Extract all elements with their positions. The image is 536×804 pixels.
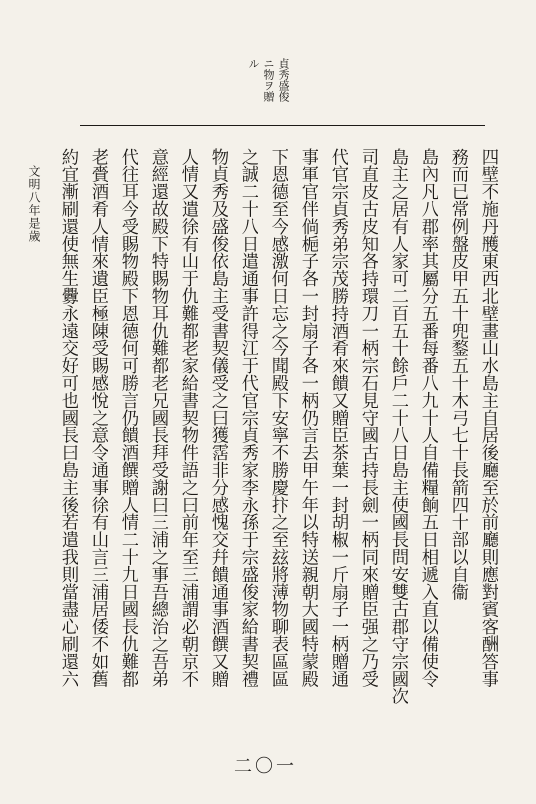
margin-note-line: 貞秀盛俊 [277, 58, 290, 102]
page-number: 二〇一 [234, 756, 297, 777]
text-column: 司直皮古皮知各持環刀一柄宗石見守國古持長劍一柄同來贈臣强之乃受 [358, 148, 378, 688]
margin-note-line: ニ物ヲ贈 [262, 58, 275, 102]
text-column: 四壁不施丹雘東西北壁畫山水島主自居後廳至於前廳則應對賓客酬答事 [478, 148, 498, 688]
margin-note [220, 58, 290, 118]
text-column: 代往耳今受賜物殿下恩德何可勝言仍饋酒饌贈人情二十九日國長仇難都 [118, 148, 138, 688]
text-column: 島主之居有人家可二百五十餘戶二十八日島主使國長問安雙古郡守宗國次 [388, 148, 408, 705]
text-column: 物貞秀及盛俊依島主受書契儀受之曰獲霑非分感愧交幷饋通事酒饌又贈 [208, 148, 228, 688]
text-column: 之誠二十八日遣通事許得江于代官宗貞秀家李永孫于宗盛俊家給書契禮 [238, 148, 258, 688]
text-column: 約宜漸刷還使無生釁永遠交好可也國長曰島主後若遣我則當盡心刷還六 [58, 148, 78, 688]
running-head: 文明八年是歲 [27, 165, 41, 243]
text-column: 老賫酒肴人情來遺臣極陳受賜感悅之意令通事徐有山言三浦居倭不如舊 [88, 148, 108, 688]
text-column: 人情又遣徐有山于仇難都老家給書契物件語之曰前年至三浦謂必朝京不 [178, 148, 198, 688]
text-column: 事軍官伴倘梔子各一封扇子各一柄仍言去甲午年以特送親朝大國特蒙殿 [298, 148, 318, 688]
text-column: 意經還故殿下特賜物耳仇難都老兄國長拜受謝曰三浦之事吾總治之吾弟 [148, 148, 168, 688]
text-column: 島內凡八郡率其屬分五番每番八九十人自備糧餉五日相遞入直以備使令 [418, 148, 438, 688]
header-rule [80, 125, 485, 126]
text-column: 代官宗貞秀弟宗茂勝持酒肴來饋又贈臣茶葉一封胡椒一斤扇子一柄贈通 [328, 148, 348, 688]
text-column: 下恩德至今感激何日忘之今聞殿下安寧不勝慶抃之至玆將薄物聊表區區 [268, 148, 288, 688]
margin-note-line: ル [247, 58, 260, 69]
main-text-body [58, 148, 498, 743]
text-column: 務而已常例盤皮甲五十兜鍪五十木弓七十長箭四十部以自衞 [448, 148, 468, 601]
